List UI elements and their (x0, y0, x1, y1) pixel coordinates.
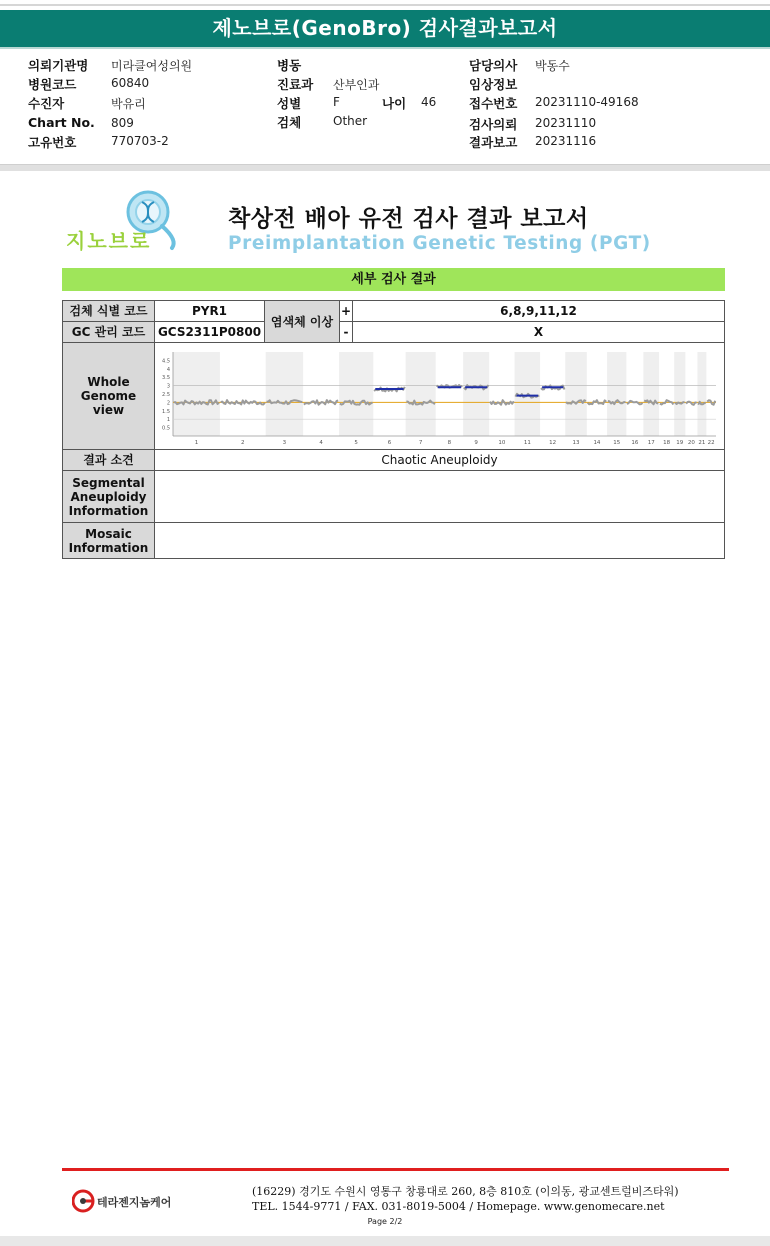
segmental-aneuploidy-value (155, 471, 725, 523)
x-tick-label: 1 (194, 439, 199, 446)
chromosome-band (697, 352, 706, 436)
results-table (62, 300, 725, 559)
bottom-bar (0, 1236, 770, 1246)
whole-genome-view-label (63, 343, 155, 450)
segmental-label-line: Segmental (72, 475, 145, 490)
value-institution: 미라클여성의원 (111, 59, 193, 73)
findings-value: Chaotic Aneuploidy (155, 450, 725, 471)
mosaic-label-line: Mosaic (85, 526, 132, 541)
footer-address: (16229) 경기도 수원시 영통구 창룡대로 260, 8층 810호 (이의동, 광교센트럴비즈타워) (252, 1185, 679, 1198)
x-tick-label: 12 (549, 439, 557, 446)
chromosome-band (463, 352, 489, 436)
chromosome-band (607, 352, 626, 436)
report-title: 착상전 배아 유전 검사 결과 보고서 (228, 206, 589, 232)
value-department: 산부인과 (333, 78, 380, 92)
x-tick-label: 2 (241, 439, 245, 446)
y-tick-label: 3.5 (162, 374, 170, 381)
table-row (63, 343, 725, 450)
x-tick-label: 21 (698, 439, 706, 446)
x-tick-label: 7 (418, 439, 423, 446)
footer-divider (62, 1168, 729, 1171)
chromosome-band (339, 352, 373, 436)
logo-text: 지노브로 (66, 229, 152, 253)
chromosome-band (406, 352, 436, 436)
gain-chromosomes: 6,8,9,11,12 (353, 301, 725, 322)
x-tick-label: 19 (676, 439, 684, 446)
report-header-title: 제노브로(GenoBro) 검사결과보고서 (0, 10, 770, 47)
table-row (63, 450, 725, 471)
section-separator (0, 164, 770, 171)
section-heading: 세부 검사 결과 (62, 268, 725, 291)
label-unique-id: 고유번호 (28, 135, 77, 150)
gc-code-label: GC 관리 코드 (63, 322, 155, 343)
label-institution: 의뢰기관명 (28, 58, 89, 73)
x-tick-label: 3 (282, 439, 287, 446)
label-specimen: 검체 (277, 115, 302, 130)
segmental-label-line: Aneuploidy (70, 489, 147, 504)
label-sex: 성별 (277, 96, 302, 111)
y-tick-label: 3 (166, 383, 170, 390)
label-hospital-code: 병원코드 (28, 77, 77, 92)
data-points-chr10 (490, 400, 514, 405)
chromosome-band (173, 352, 220, 436)
wgv-label-line: Whole (87, 375, 130, 389)
x-tick-label: 5 (354, 439, 358, 446)
x-tick-label: 13 (572, 439, 580, 446)
y-tick-label: 1 (166, 416, 170, 423)
genobro-logo (62, 188, 202, 254)
label-ward: 병동 (277, 58, 302, 73)
value-patient: 박유리 (111, 97, 146, 111)
chromosome-band (565, 352, 587, 436)
wgv-label-line: Genome (80, 389, 137, 403)
x-tick-label: 10 (498, 439, 506, 446)
footer-address-block (252, 1184, 679, 1214)
x-tick-label: 20 (687, 439, 695, 446)
x-tick-label: 15 (613, 439, 621, 446)
x-tick-label: 6 (387, 439, 392, 446)
label-receipt-no: 접수번호 (469, 96, 518, 111)
mosaic-info-value (155, 523, 725, 559)
label-request-date: 검사의뢰 (469, 117, 518, 132)
y-tick-label: 0.5 (162, 425, 170, 432)
table-row (63, 322, 725, 343)
label-clinical-info: 임상정보 (469, 77, 518, 92)
footer-contact: TEL. 1544-9771 / FAX. 031-8019-5004 / Homepage. www.genomecare.net (252, 1200, 665, 1213)
y-tick-label: 4.5 (162, 357, 170, 364)
table-row (63, 471, 725, 523)
report-subtitle: Preimplantation Genetic Testing (PGT) (228, 233, 651, 254)
sample-id-value: PYR1 (155, 301, 265, 322)
value-receipt-no: 20231110-49168 (535, 95, 639, 109)
value-age: 46 (421, 95, 437, 109)
value-specimen: Other (333, 114, 368, 128)
terragen-logo (72, 1188, 182, 1214)
x-tick-label: 8 (447, 439, 452, 446)
label-chart-no: Chart No. (28, 115, 95, 130)
y-tick-label: 1.5 (162, 408, 170, 415)
label-department: 진료과 (277, 77, 314, 92)
value-sex: F (333, 95, 340, 109)
patient-info (0, 52, 770, 164)
data-points-chr20 (686, 401, 697, 404)
mosaic-info-label (63, 523, 155, 559)
loss-chromosomes: X (353, 322, 725, 343)
x-tick-label: 4 (319, 439, 323, 446)
chromosome-band (643, 352, 659, 436)
value-chart-no: 809 (111, 116, 134, 130)
whole-genome-chart-cell (155, 343, 725, 450)
x-tick-label: 11 (523, 439, 531, 446)
table-row (63, 523, 725, 559)
chromosome-band (266, 352, 303, 436)
y-tick-label: 2 (166, 399, 170, 406)
sample-id-label: 검체 식별 코드 (63, 301, 155, 322)
value-unique-id: 770703-2 (111, 134, 169, 148)
value-report-date: 20231116 (535, 134, 597, 148)
x-tick-label: 9 (474, 439, 478, 446)
top-divider (0, 4, 770, 6)
segmental-aneuploidy-label (63, 471, 155, 523)
x-tick-label: 22 (707, 439, 715, 446)
x-tick-label: 18 (663, 439, 671, 446)
segmental-label-line: Information (68, 503, 149, 518)
minus-sign: - (340, 322, 353, 343)
x-tick-label: 16 (631, 439, 639, 446)
chromosome-abnormality-label: 염색체 이상 (265, 301, 340, 343)
findings-label: 결과 소견 (63, 450, 155, 471)
chromosome-band (674, 352, 685, 436)
whole-genome-chart (155, 344, 724, 449)
label-report-date: 결과보고 (469, 135, 518, 150)
y-tick-label: 4 (166, 366, 170, 373)
footer-company: 테라젠지놈케어 (97, 1196, 172, 1209)
label-doctor: 담당의사 (469, 58, 518, 73)
value-hospital-code: 60840 (111, 76, 150, 90)
plus-sign: + (340, 301, 353, 322)
table-row (63, 301, 725, 322)
y-tick-label: 2.5 (162, 391, 170, 398)
page-number: Page 2/2 (367, 1217, 403, 1226)
label-patient: 수진자 (28, 96, 65, 111)
header-underline (0, 47, 770, 49)
label-age: 나이 (382, 96, 407, 111)
value-request-date: 20231110 (535, 116, 597, 130)
mosaic-label-line: Information (68, 540, 149, 555)
value-doctor: 박동수 (535, 59, 570, 73)
wgv-label-line: view (92, 403, 125, 417)
gc-code-value: GCS2311P0800 (155, 322, 265, 343)
x-tick-label: 14 (593, 439, 601, 446)
x-tick-label: 17 (647, 439, 655, 446)
